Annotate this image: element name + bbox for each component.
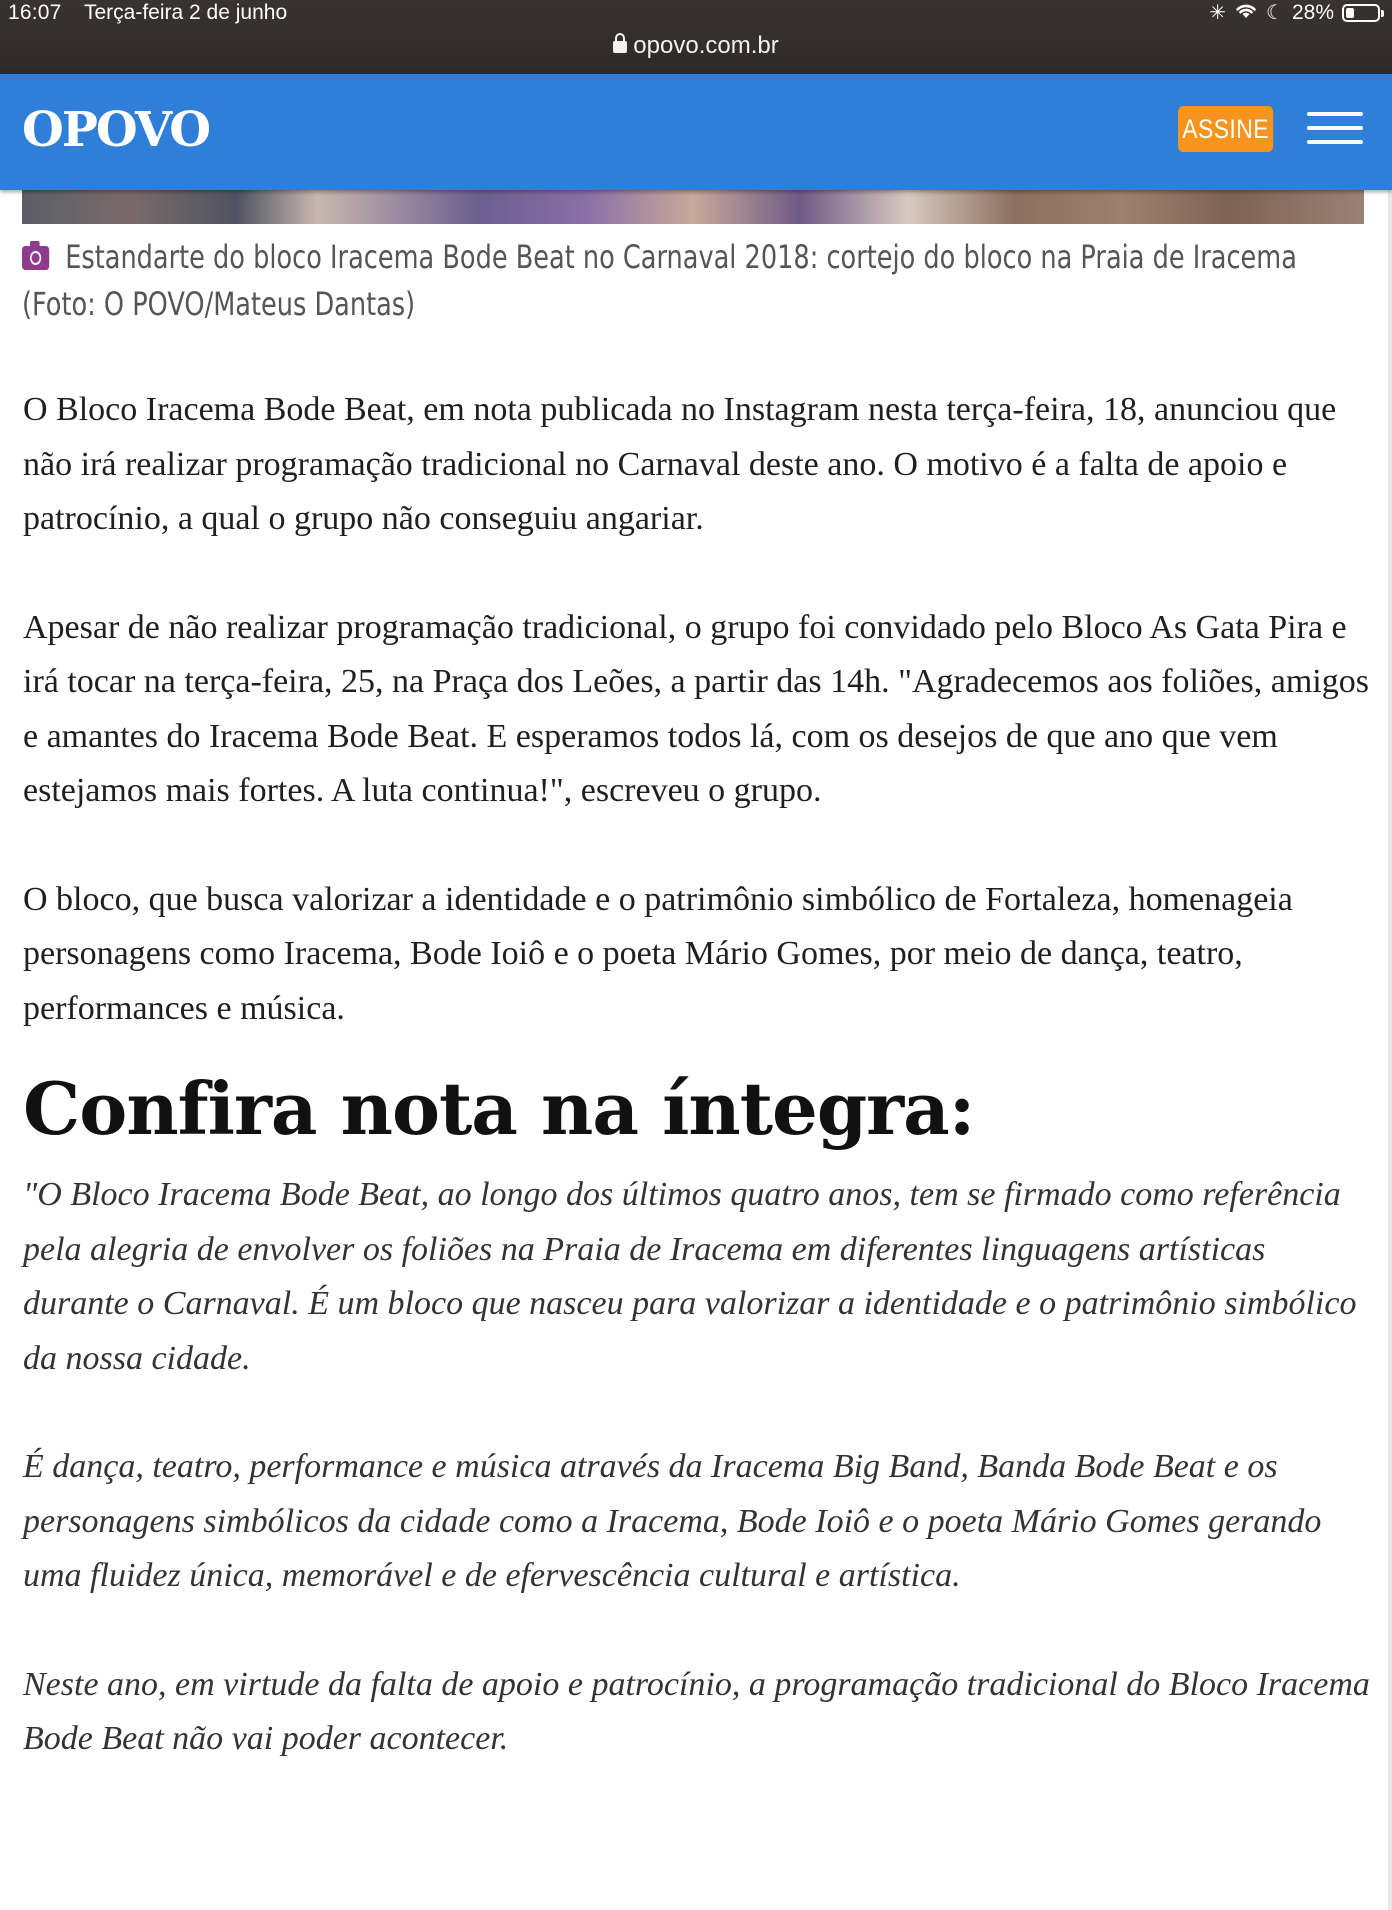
photo-caption-text: Estandarte do bloco Iracema Bode Beat no Carnaval 2018: cortejo do bloco na Praia de Iracema (Foto: O POVO/Mateus Dantas)	[22, 238, 1297, 323]
wifi-icon	[1234, 1, 1258, 25]
site-header	[0, 74, 1392, 190]
quote-paragraph: É dança, teatro, performance e música através da Iracema Big Band, Banda Bode Beat e os personagens simbólicos da cidade como a Iracema, Bode Ioiô e o poeta Mário Gomes gerando uma fluidez única, memorável e de efervescência cultural e artística.	[23, 1448, 1322, 1594]
status-indicators	[1209, 1, 1380, 25]
site-logo[interactable]: OPOVO	[22, 102, 210, 158]
section-heading: Confira nota na íntegra:	[23, 1066, 975, 1151]
moon-icon: ☾	[1266, 2, 1284, 24]
battery-percent: 28%	[1291, 1, 1334, 24]
activity-icon: ✳	[1209, 2, 1227, 24]
photo-caption	[22, 234, 1362, 328]
status-time: 16:07	[8, 1, 62, 24]
article-body	[23, 383, 1373, 1821]
article-photo	[22, 190, 1364, 224]
article-paragraph: O bloco, que busca valorizar a identidade e o patrimônio simbólico de Fortaleza, homenageia personagens como Iracema, Bode Ioiô e o poeta Mário Gomes, por meio de dança, teatro, performances e música.	[23, 880, 1293, 1027]
subscribe-button[interactable]: ASSINE	[1178, 106, 1273, 152]
quote-paragraph: Neste ano, em virtude da falta de apoio e patrocínio, a programação tradicional do Bloco Iracema Bode Beat não vai poder acontecer.	[23, 1665, 1370, 1757]
menu-icon[interactable]	[1307, 112, 1363, 146]
article-paragraph: O Bloco Iracema Bode Beat, em nota publicada no Instagram nesta terça-feira, 18, anunciou que não irá realizar programação tradicional no Carnaval deste ano. O motivo é a falta de apoio e patrocínio, a qual o grupo não conseguiu angariar.	[23, 391, 1337, 537]
address-url: opovo.com.br	[633, 32, 779, 59]
battery-icon	[1342, 4, 1380, 22]
status-bar	[0, 0, 1392, 74]
wifi-icon-svg	[1234, 1, 1258, 19]
scroll-edge	[1388, 74, 1392, 1910]
address-bar[interactable]	[0, 32, 1392, 60]
article-paragraph: Apesar de não realizar programação tradicional, o grupo foi convidado pelo Bloco As Gata Pira e irá tocar na terça-feira, 25, na Praça dos Leões, a partir das 14h. "Agradecemos aos foliões, amigos e amantes do Iracema Bode Beat. E esperamos todos lá, com os desejos de que ano que vem estejamos mais fortes. A luta continua!", escreveu o grupo.	[23, 608, 1369, 809]
camera-icon	[22, 246, 49, 270]
status-date: Terça-feira 2 de junho	[84, 1, 288, 24]
quote-paragraph: "O Bloco Iracema Bode Beat, ao longo dos últimos quatro anos, tem se firmado como referência pela alegria de envolver os foliões na Praia de Iracema em diferentes linguagens artísticas durante o Carnaval. É um bloco que nasceu para valorizar a identidade e o patrimônio simbólico da nossa cidade.	[23, 1176, 1357, 1377]
lock-icon	[613, 41, 627, 53]
